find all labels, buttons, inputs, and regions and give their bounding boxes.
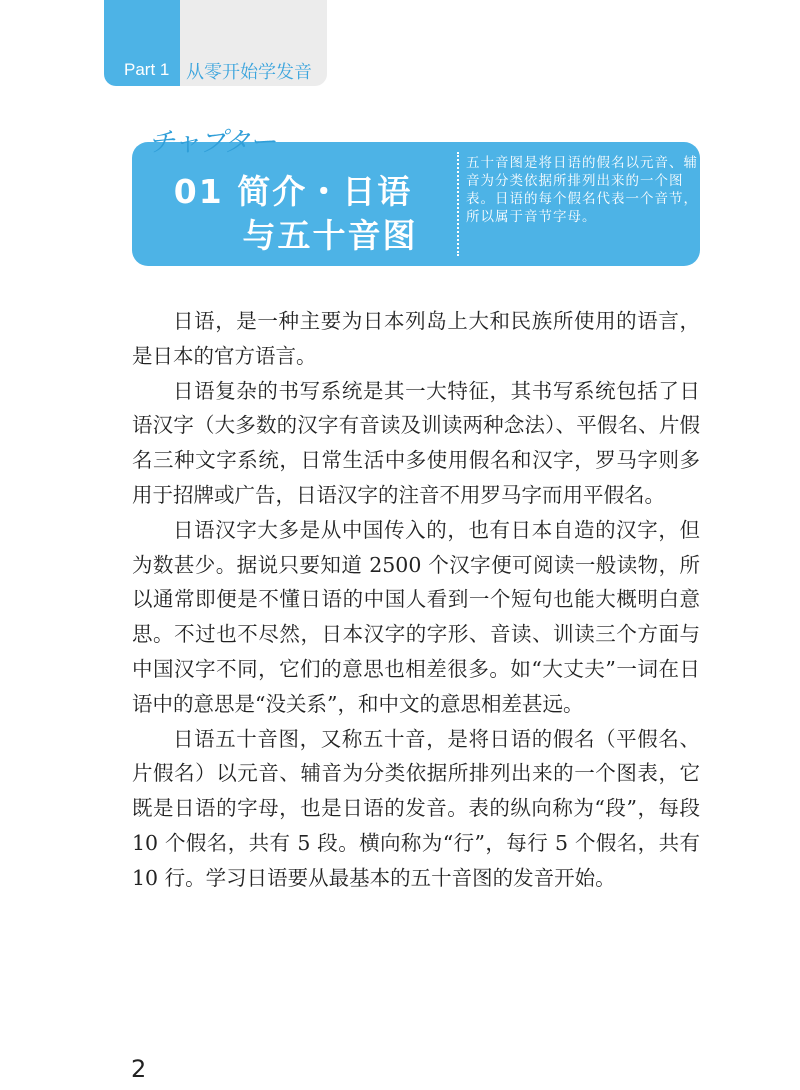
paragraph: 日语，是一种主要为日本列岛上大和民族所使用的语言，是日本的官方语言。: [132, 309, 700, 368]
chapter-banner: [132, 142, 700, 266]
chapter-kana-label: チャプター: [148, 127, 276, 158]
body-text: [132, 304, 700, 896]
paragraph: 日语汉字大多是从中国传入的，也有日本自造的汉字，但为数甚少。据说只要知道 2500 个汉字便可阅读一般读物，所以通常即便是不懂日语的中国人看到一个短句也能大概明白意思。不过也不尽然，日本汉字的字形、音读、训读三个方面与中国汉字不同，它们的意思也相差很多。如“大丈夫”一词在日语中的意思是“没关系”，和中文的意思相差甚远。: [132, 517, 700, 716]
chapter-divider: [457, 152, 459, 256]
chapter-title-line2: 与五十音图: [242, 216, 418, 255]
paragraph: 日语复杂的书写系统是其一大特征，其书写系统包括了日语汉字（大多数的汉字有音读及训读两种念法）、平假名、片假名三种文字系统，日常生活中多使用假名和汉字，罗马字则多用于招牌或广告，日语汉字的注音不用罗马字而用平假名。: [132, 378, 700, 507]
chapter-title-line1: 01 简介・日语: [173, 172, 413, 211]
paragraph: 日语五十音图，又称五十音，是将日语的假名（平假名、片假名）以元音、辅音为分类依据所排列出来的一个图表，它既是日语的字母，也是日语的发音。表的纵向称为“段”，每段 10 个假名，共有 5 段。横向称为“行”，每行 5 个假名，共有 10 行。学习日语要从最基本的五十音图的发音开始。: [132, 726, 700, 890]
header-part-label: Part 1: [124, 60, 170, 79]
chapter-title: [132, 170, 454, 258]
header-section-title: 从零开始学发音: [186, 62, 312, 83]
page-number: 2: [131, 1055, 147, 1083]
chapter-description: 五十音图是将日语的假名以元音、辅音为分类依据所排列出来的一个图表。日语的每个假名代表一个音节，所以属于音节字母。: [466, 155, 698, 225]
